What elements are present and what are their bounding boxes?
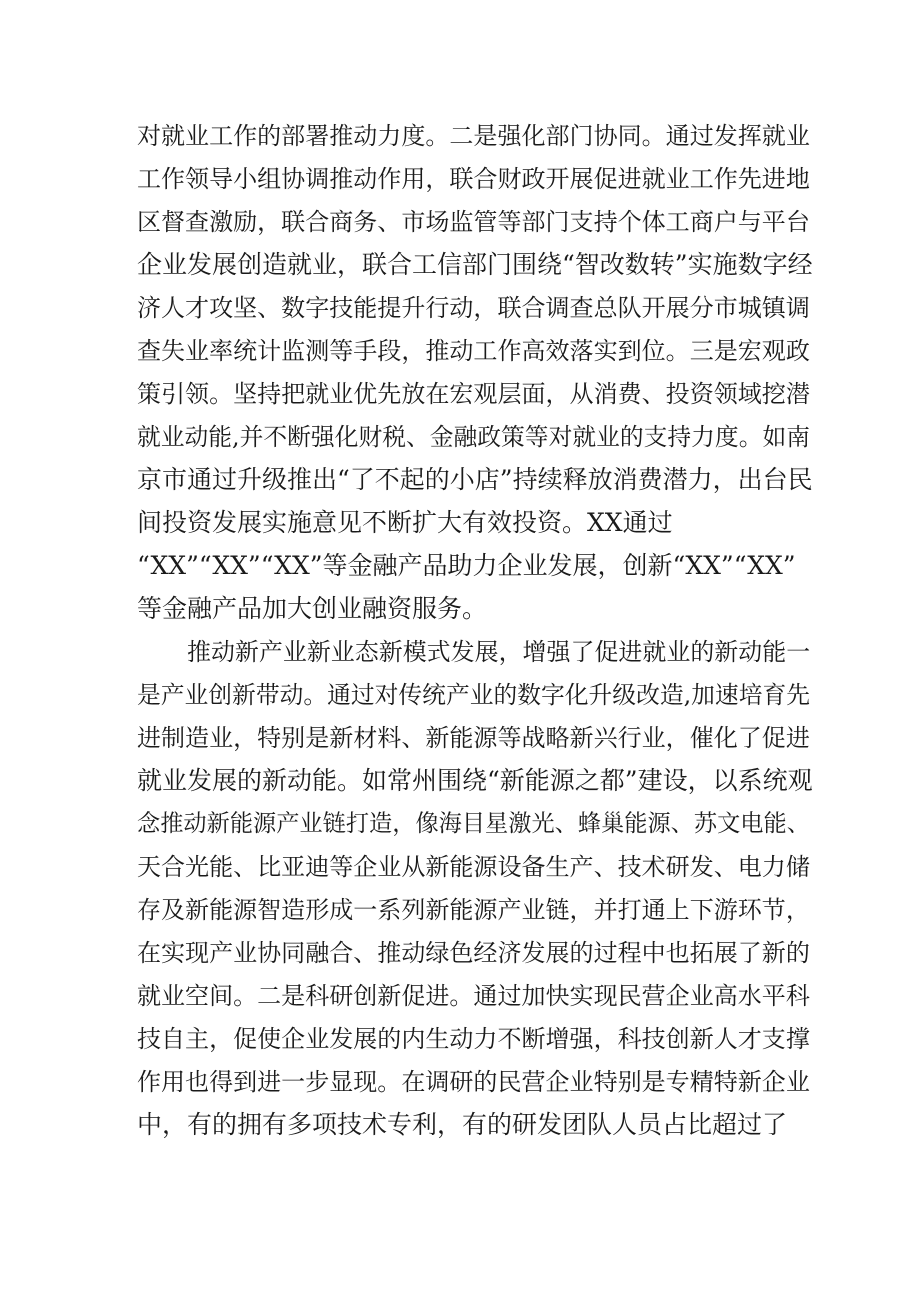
text-line: 技自主，促使企业发展的内生动力不断增强，科技创新人才支撑 (137, 1025, 810, 1053)
text-line: 就业发展的新动能。如常州围绕“新能源之都”建设，以系统观 (137, 766, 813, 795)
text-line: 就业空间。二是科研创新促进。通过加快实现民营企业高水平科 (137, 982, 810, 1010)
text-line: 策引领。坚持把就业优先放在宏观层面，从消费、投资领域挖潜 (137, 380, 810, 408)
text-line: 区督查激励，联合商务、市场监管等部门支持个体工商户与平台 (137, 208, 810, 236)
text-line: 作用也得到进一步显现。在调研的民营企业特别是专精特新企业 (137, 1068, 810, 1096)
text-line: 就业动能,并不断强化财税、金融政策等对就业的支持力度。如南 (137, 423, 810, 451)
text-line: 京市通过升级推出“了不起的小店”持续释放消费潜力，出台民 (137, 465, 813, 494)
text-line: 是产业创新带动。通过对传统产业的数字化升级改造,加速培育先 (137, 681, 810, 709)
text-line: 等金融产品加大创业融资服务。 (137, 594, 488, 623)
text-line: 在实现产业协同融合、推动绿色经济发展的过程中也拓展了新的 (137, 939, 810, 967)
text-line: 进制造业，特别是新材料、新能源等战略新兴行业，催化了促进 (137, 724, 810, 752)
text-line: 念推动新能源产业链打造，像海目星激光、蜂巢能源、苏文电能、 (137, 810, 810, 837)
text-line: 对就业工作的部署推动力度。二是强化部门协同。通过发挥就业 (137, 122, 810, 150)
text-line: 企业发展创造就业，联合工信部门围绕“智改数转”实施数字经 (137, 250, 813, 279)
text-line: 工作领导小组协调推动作用，联合财政开展促进就业工作先进地 (137, 165, 810, 193)
text-line: 存及新能源智造形成一系列新能源产业链，并打通上下游环节， (137, 896, 810, 924)
text-line: 中，有的拥有多项技术专利，有的研发团队人员占比超过了 (137, 1110, 788, 1139)
text-line: 查失业率统计监测等手段，推动工作高效落实到位。三是宏观政 (137, 337, 810, 365)
text-line: “XX”“XX”“XX”等金融产品助力企业发展，创新“XX”“XX” (137, 551, 796, 580)
text-line: 天合光能、比亚迪等企业从新能源设备生产、技术研发、电力储 (137, 853, 810, 881)
text-line: 济人才攻坚、数字技能提升行动，联合调查总队开展分市城镇调 (137, 294, 810, 322)
paragraph-first-line: 推动新产业新业态新模式发展，增强了促进就业的新动能一 (187, 638, 811, 666)
text-line: 间投资发展实施意见不断扩大有效投资。XX通过 (137, 508, 673, 537)
